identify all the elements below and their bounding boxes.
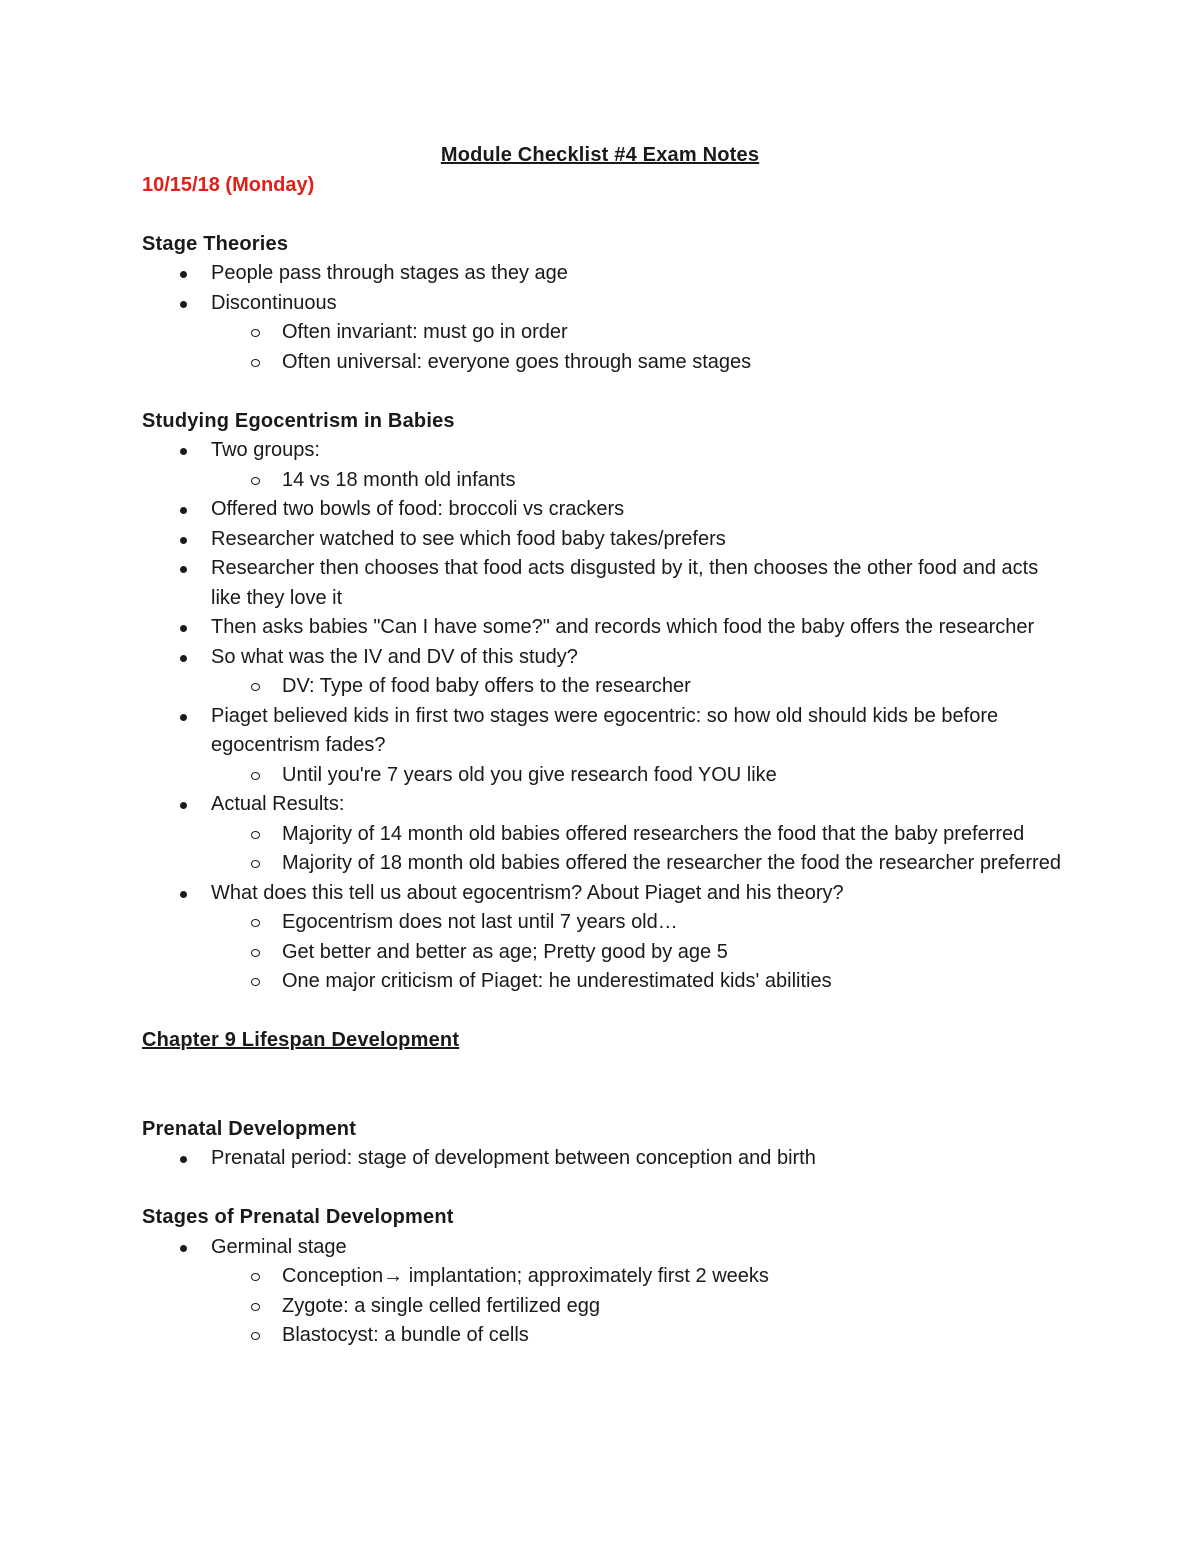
list-item-text: Piaget believed kids in first two stages were egocentric: so how old should kids be before egocentrism fades? xyxy=(211,704,999,756)
sub-list-item xyxy=(142,1292,1072,1322)
bullet-list xyxy=(142,1233,1072,1351)
blank-line xyxy=(142,1056,1072,1086)
bullet-icon xyxy=(180,301,187,308)
sub-list-item-text: Get better and better as age; Pretty good by age 5 xyxy=(282,940,728,963)
list-item xyxy=(142,643,1072,673)
bullet-list xyxy=(142,1144,1072,1174)
sub-list-item xyxy=(142,1262,1072,1292)
list-item-text: Prenatal period: stage of development between conception and birth xyxy=(211,1147,816,1169)
list-item-text: Researcher then chooses that food acts disgusted by it, then chooses the other food and acts like they love it xyxy=(211,557,1039,609)
list-item-text: Two groups: xyxy=(211,439,320,461)
section-heading: Studying Egocentrism in Babies xyxy=(142,409,455,432)
sub-list-item-text: Until you're 7 years old you give research food YOU like xyxy=(282,763,777,786)
sections-container xyxy=(142,200,1072,1351)
sub-list-item xyxy=(142,672,1072,702)
bullet-icon xyxy=(180,537,187,544)
sub-list-item-text: 14 vs 18 month old infants xyxy=(282,468,516,491)
list-item xyxy=(142,702,1072,761)
sub-list-item xyxy=(142,820,1072,850)
bullet-list xyxy=(142,436,1072,997)
list-item-text: Discontinuous xyxy=(211,291,337,314)
hollow-bullet-icon xyxy=(251,683,260,691)
sub-list-item-text: Majority of 18 month old babies offered the researcher the food the researcher preferred xyxy=(282,852,1061,874)
hollow-bullet-icon xyxy=(251,860,260,868)
list-item xyxy=(142,495,1072,525)
section-heading: Prenatal Development xyxy=(142,1117,357,1140)
list-item xyxy=(142,790,1072,820)
sub-list-item xyxy=(142,908,1072,938)
bullet-icon xyxy=(180,655,187,662)
sub-list-item-text: Egocentrism does not last until 7 years old… xyxy=(282,911,678,933)
sub-list-item-text: One major criticism of Piaget: he underestimated kids' abilities xyxy=(282,970,832,992)
bullet-icon xyxy=(180,802,187,809)
hollow-bullet-icon xyxy=(251,477,260,485)
hollow-bullet-icon xyxy=(251,919,260,927)
bullet-icon xyxy=(180,1156,187,1163)
list-item-text: Offered two bowls of food: broccoli vs crackers xyxy=(211,498,625,520)
sub-list-item-text: Often universal: everyone goes through same stages xyxy=(282,350,752,373)
list-item xyxy=(142,613,1072,643)
blank-line xyxy=(142,377,1072,407)
list-item-text: People pass through stages as they age xyxy=(211,262,568,284)
bullet-icon xyxy=(180,625,187,632)
list-item-text: What does this tell us about egocentrism? About Piaget and his theory? xyxy=(211,881,844,904)
section-heading: Chapter 9 Lifespan Development xyxy=(142,1029,460,1051)
list-item-text: Researcher watched to see which food baby takes/prefers xyxy=(211,527,726,550)
bullet-icon xyxy=(180,566,187,573)
sub-list-item xyxy=(142,761,1072,791)
hollow-bullet-icon xyxy=(251,978,260,986)
sub-list-item xyxy=(142,849,1072,879)
list-item xyxy=(142,1144,1072,1174)
list-item-text: Germinal stage xyxy=(211,1235,347,1258)
bullet-icon xyxy=(180,891,187,898)
blank-line xyxy=(142,997,1072,1027)
list-item xyxy=(142,436,1072,466)
list-item-text: Actual Results: xyxy=(211,793,345,815)
hollow-bullet-icon xyxy=(251,1332,260,1340)
bullet-icon xyxy=(180,448,187,455)
blank-line xyxy=(142,1174,1072,1204)
hollow-bullet-icon xyxy=(251,949,260,957)
blank-line xyxy=(142,200,1072,230)
sub-list-item xyxy=(142,1321,1072,1351)
sub-list-item-text: Zygote: a single celled fertilized egg xyxy=(282,1294,600,1317)
list-item xyxy=(142,1233,1072,1263)
sub-list-item xyxy=(142,466,1072,496)
bullet-icon xyxy=(180,507,187,514)
bullet-icon xyxy=(180,714,187,721)
list-item-text: So what was the IV and DV of this study? xyxy=(211,645,578,668)
hollow-bullet-icon xyxy=(251,772,260,780)
sub-list-item xyxy=(142,938,1072,968)
sub-list-item-text: Conception→ implantation; approximately first 2 weeks xyxy=(282,1265,769,1287)
bullet-list xyxy=(142,259,1072,377)
sub-list-item-text: DV: Type of food baby offers to the researcher xyxy=(282,675,691,697)
sub-list-item-text: Blastocyst: a bundle of cells xyxy=(282,1324,529,1346)
list-item xyxy=(142,289,1072,319)
sub-list-item xyxy=(142,967,1072,997)
list-item xyxy=(142,554,1072,613)
date-line: 10/15/18 (Monday) xyxy=(142,173,315,196)
sub-list-item xyxy=(142,348,1072,378)
hollow-bullet-icon xyxy=(251,1303,260,1311)
section-heading: Stages of Prenatal Development xyxy=(142,1206,454,1228)
blank-line xyxy=(142,1085,1072,1115)
hollow-bullet-icon xyxy=(251,831,260,839)
list-item xyxy=(142,879,1072,909)
bullet-icon xyxy=(180,271,187,278)
bullet-icon xyxy=(180,1245,187,1252)
document-title: Module Checklist #4 Exam Notes xyxy=(440,144,760,166)
hollow-bullet-icon xyxy=(251,1273,260,1281)
document-body xyxy=(142,141,1072,1351)
hollow-bullet-icon xyxy=(251,329,260,337)
list-item-text: Then asks babies "Can I have some?" and records which food the baby offers the researcher xyxy=(211,616,1035,638)
sub-list-item xyxy=(142,318,1072,348)
hollow-bullet-icon xyxy=(251,359,260,367)
sub-list-item-text: Majority of 14 month old babies offered researchers the food that the baby preferred xyxy=(282,822,1025,845)
list-item xyxy=(142,525,1072,555)
sub-list-item-text: Often invariant: must go in order xyxy=(282,321,568,343)
list-item xyxy=(142,259,1072,289)
section-heading: Stage Theories xyxy=(142,232,289,255)
